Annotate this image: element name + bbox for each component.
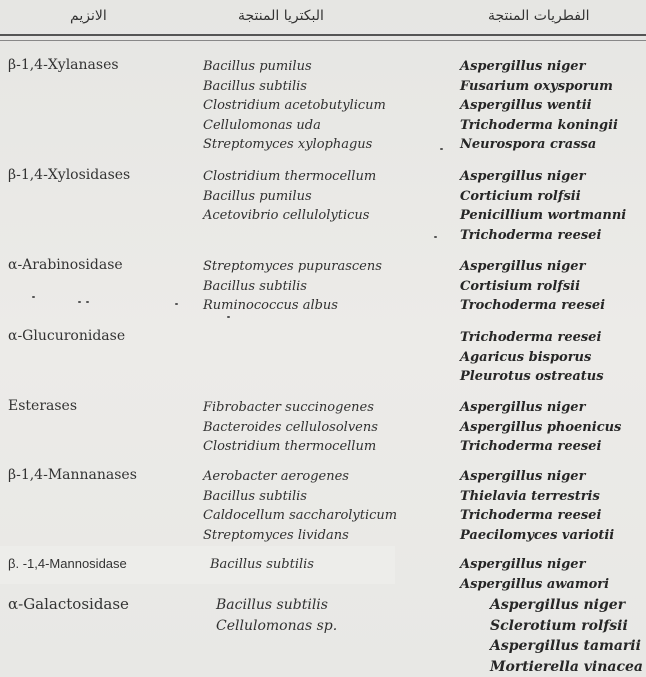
- bacteria-species: Bacillus subtilis: [216, 597, 328, 613]
- fungi-species: Corticium rolfsii: [460, 188, 581, 204]
- bacteria-list: [203, 398, 378, 457]
- fungi-species: Trichoderma reesei: [460, 227, 602, 243]
- fungi-species: Aspergillus awamori: [460, 576, 610, 592]
- fungi-species: Paecilomyces variotii: [460, 527, 615, 543]
- fungi-list: [460, 398, 621, 457]
- scan-speck: [440, 148, 443, 150]
- fungi-species: Sclerotium rolfsii: [490, 617, 628, 634]
- bacteria-species: Streptomyces pupurascens: [203, 259, 382, 274]
- fungi-species: Aspergillus niger: [460, 59, 586, 74]
- scan-speck: [434, 236, 437, 238]
- fungi-list: [460, 257, 605, 316]
- header-bacteria: البكتريا المنتجة: [238, 8, 324, 24]
- scan-speck: [227, 316, 230, 318]
- fungi-species: Aspergillus niger: [460, 169, 586, 184]
- bacteria-species: Bacillus subtilis: [203, 488, 307, 504]
- bacteria-species: Ruminococcus albus: [203, 298, 338, 313]
- bacteria-species: Bacteroides cellulosolvens: [203, 419, 378, 435]
- fungi-species: Aspergillus niger: [460, 469, 586, 484]
- enzyme-name: β-1,4-Xylosidases: [8, 167, 131, 183]
- fungi-species: Trichoderma reesei: [460, 508, 602, 523]
- fungi-species: Cortisium rolfsii: [460, 278, 581, 294]
- fungi-species: Fusarium oxysporum: [460, 78, 613, 94]
- bacteria-species: Bacillus pumilus: [203, 188, 312, 204]
- fungi-species: Penicillium wortmanni: [460, 208, 627, 223]
- fungi-species: Aspergillus niger: [460, 400, 586, 415]
- header-rule-thin: [0, 40, 646, 41]
- fungi-list: [460, 167, 626, 245]
- fungi-species: Mortierella vinacea: [490, 658, 643, 675]
- enzyme-name: α-Arabinosidase: [8, 257, 123, 273]
- fungi-species: Neurospora crassa: [460, 137, 597, 152]
- fungi-species: Trichoderma reesei: [460, 330, 602, 345]
- fungi-species: Thielavia terrestris: [460, 488, 600, 504]
- fungi-species: Aspergillus niger: [490, 597, 626, 613]
- fungi-list: [490, 595, 643, 677]
- bacteria-species: Bacillus subtilis: [203, 278, 307, 294]
- scan-speck: [32, 296, 35, 298]
- fungi-list: [460, 555, 609, 594]
- fungi-species: Trochoderma reesei: [460, 298, 606, 313]
- bacteria-species: Caldocellum saccharolyticum: [203, 508, 398, 523]
- bacteria-species: Bacillus pumilus: [203, 59, 312, 74]
- enzyme-name: β. -1,4-Mannosidase: [8, 556, 127, 571]
- bacteria-species: Bacillus subtilis: [203, 78, 307, 94]
- fungi-species: Aspergillus niger: [460, 259, 586, 274]
- fungi-list: [460, 57, 618, 155]
- header-fungi: الفطريات المنتجة: [488, 8, 590, 24]
- enzyme-name: β-1,4-Mannanases: [8, 467, 137, 483]
- bacteria-species: Fibrobacter succinogenes: [203, 400, 374, 415]
- fungi-list: [460, 467, 614, 545]
- bacteria-species: Acetovibrio cellulolyticus: [203, 208, 370, 223]
- fungi-species: Aspergillus wentii: [460, 98, 592, 113]
- bacteria-species: Clostridium acetobutylicum: [203, 98, 386, 113]
- bacteria-species: Clostridium thermocellum: [203, 439, 377, 454]
- fungi-species: Pleurotus ostreatus: [460, 369, 604, 384]
- bacteria-list: [210, 555, 314, 575]
- scan-speck: [86, 301, 89, 303]
- header-rule: [0, 34, 646, 36]
- fungi-species: Agaricus bisporus: [460, 349, 592, 365]
- bacteria-list: [203, 467, 397, 545]
- bacteria-species: Cellulomonas uda: [203, 117, 321, 133]
- bacteria-species: Streptomyces xylophagus: [203, 137, 373, 152]
- fungi-species: Aspergillus tamarii: [490, 638, 641, 654]
- enzyme-name: Esterases: [8, 398, 78, 414]
- bacteria-species: Cellulomonas sp.: [216, 617, 338, 634]
- bacteria-list: [203, 257, 382, 316]
- scan-speck: [78, 301, 81, 303]
- fungi-species: Trichoderma koningii: [460, 117, 618, 133]
- bacteria-list: [203, 57, 386, 155]
- bacteria-species: Clostridium thermocellum: [203, 169, 377, 184]
- fungi-species: Trichoderma reesei: [460, 439, 602, 454]
- fungi-list: [460, 328, 604, 387]
- bacteria-list: [216, 595, 337, 636]
- enzyme-name: β-1,4-Xylanases: [8, 57, 119, 73]
- bacteria-list: [203, 167, 376, 226]
- scan-speck: [175, 303, 178, 305]
- enzyme-name: α-Galactosidase: [8, 595, 129, 613]
- bacteria-species: Aerobacter aerogenes: [203, 469, 349, 484]
- header-enzyme: الانزيم: [70, 8, 107, 24]
- fungi-species: Aspergillus phoenicus: [460, 419, 622, 435]
- bacteria-species: Streptomyces lividans: [203, 527, 349, 543]
- fungi-species: Aspergillus niger: [460, 557, 586, 572]
- bacteria-species: Bacillus subtilis: [210, 557, 314, 572]
- enzyme-name: α-Glucuronidase: [8, 328, 126, 344]
